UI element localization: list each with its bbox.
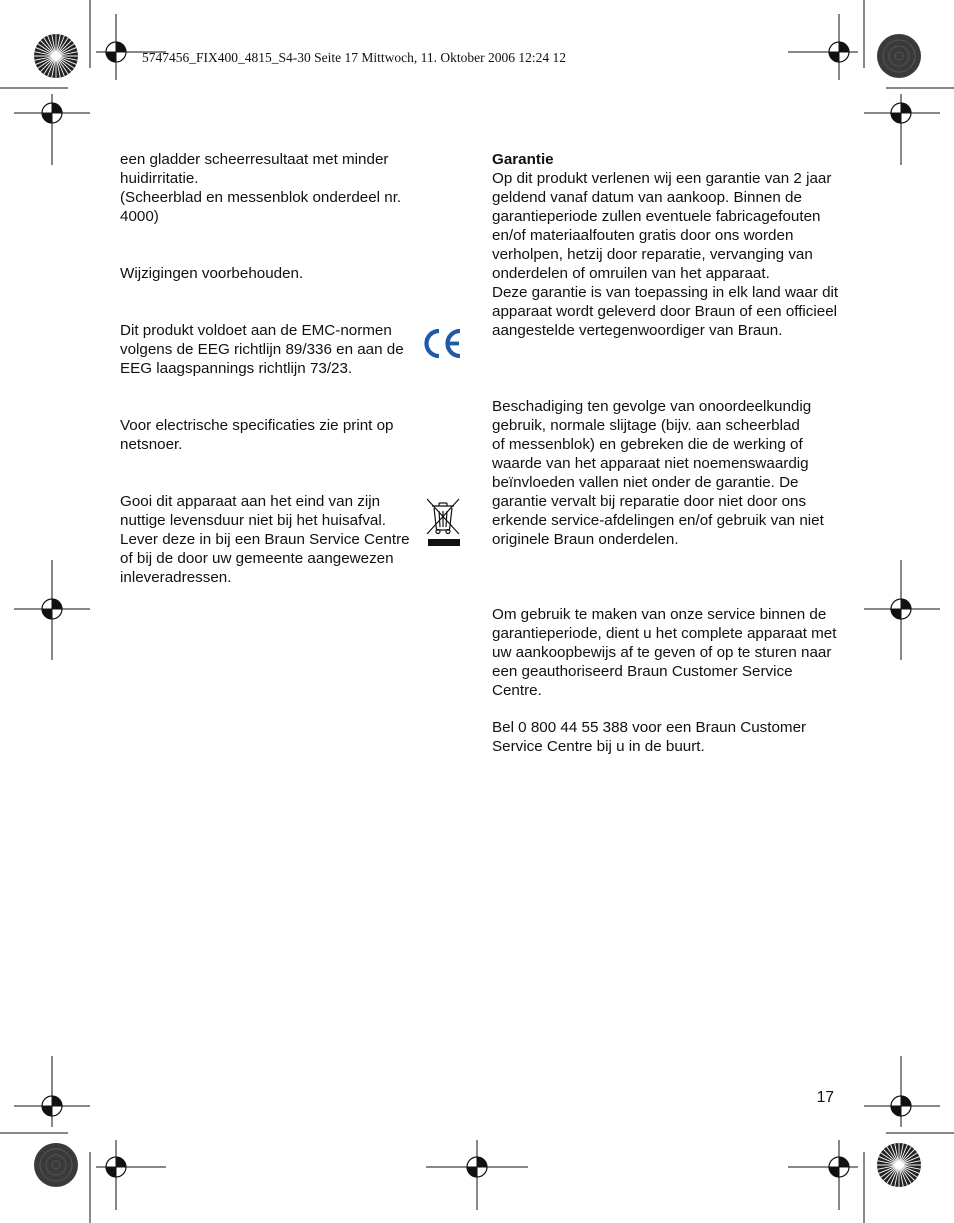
crossed-out-bin-icon (424, 496, 462, 548)
print-slug: 5747456_FIX400_4815_S4-30 Seite 17 Mittwoch, 11. Oktober 2006 12:24 12 (142, 50, 566, 65)
warranty-paragraph-terms: Op dit produkt verlenen wij een garantie van 2 jaar geldend vanaf datum van aankoop. Binnen de garantieperiode zullen eventuele fabricagefouten en/of materiaalfouten gratis door ons worden verholpen, hetzij door reparatie, vervanging van onderdelen of omruilen van het apparaat. Deze garantie is van toepassing in elk land waar dit apparaat wordt geleverd door Braun of een officieel aangestelde vertegenwoordiger van Braun. (492, 170, 839, 339)
left-paragraph-electrical-specs: Voor electrische specificaties zie print op netsnoer. (120, 417, 394, 453)
warranty-paragraph-service-procedure: Om gebruik te maken van onze service binnen de garantieperiode, dient u het complete apparaat met uw aankoopbewijs af te geven of op te sturen naar een geauthoriseerd Braun Customer Service Centre. (492, 606, 837, 699)
left-paragraph-disposal: Gooi dit apparaat aan het eind van zijn nuttige levensduur niet bij het huisafval. Lever deze in bij een Braun Service Centre of bij de door uw gemeente aangewezen inleveradressen. (120, 493, 410, 586)
warranty-paragraph-contact-phone: Bel 0 800 44 55 388 voor een Braun Customer Service Centre bij u in de buurt. (492, 719, 807, 755)
warranty-heading: Garantie (492, 151, 554, 168)
left-paragraph-changes-reserved: Wijzigingen voorbehouden. (120, 265, 304, 282)
warranty-paragraph-exclusions: Beschadiging ten gevolge van onoordeelkundig gebruik, normale slijtage (bijv. aan scheerblad of messenblok) en gebreken die de werking of waarde van het apparaat niet noemenswaardig beïnvloeden vallen niet onder de garantie. De garantie vervalt bij reparatie door niet door ons erkende service-afdelingen en/of gebruik van niet originele Braun onderdelen. (492, 398, 824, 548)
page-number: 17 (816, 1089, 834, 1106)
ce-mark-icon (423, 326, 463, 361)
left-paragraph-shaving-result: een gladder scheerresultaat met minder huidirritatie. (Scheerblad en messenblok onderdeel nr. 4000) (120, 151, 402, 225)
left-paragraph-emc-compliance: Dit produkt voldoet aan de EMC-normen volgens de EEG richtlijn 89/336 en aan de EEG laagspannings richtlijn 73/23. (120, 322, 404, 377)
